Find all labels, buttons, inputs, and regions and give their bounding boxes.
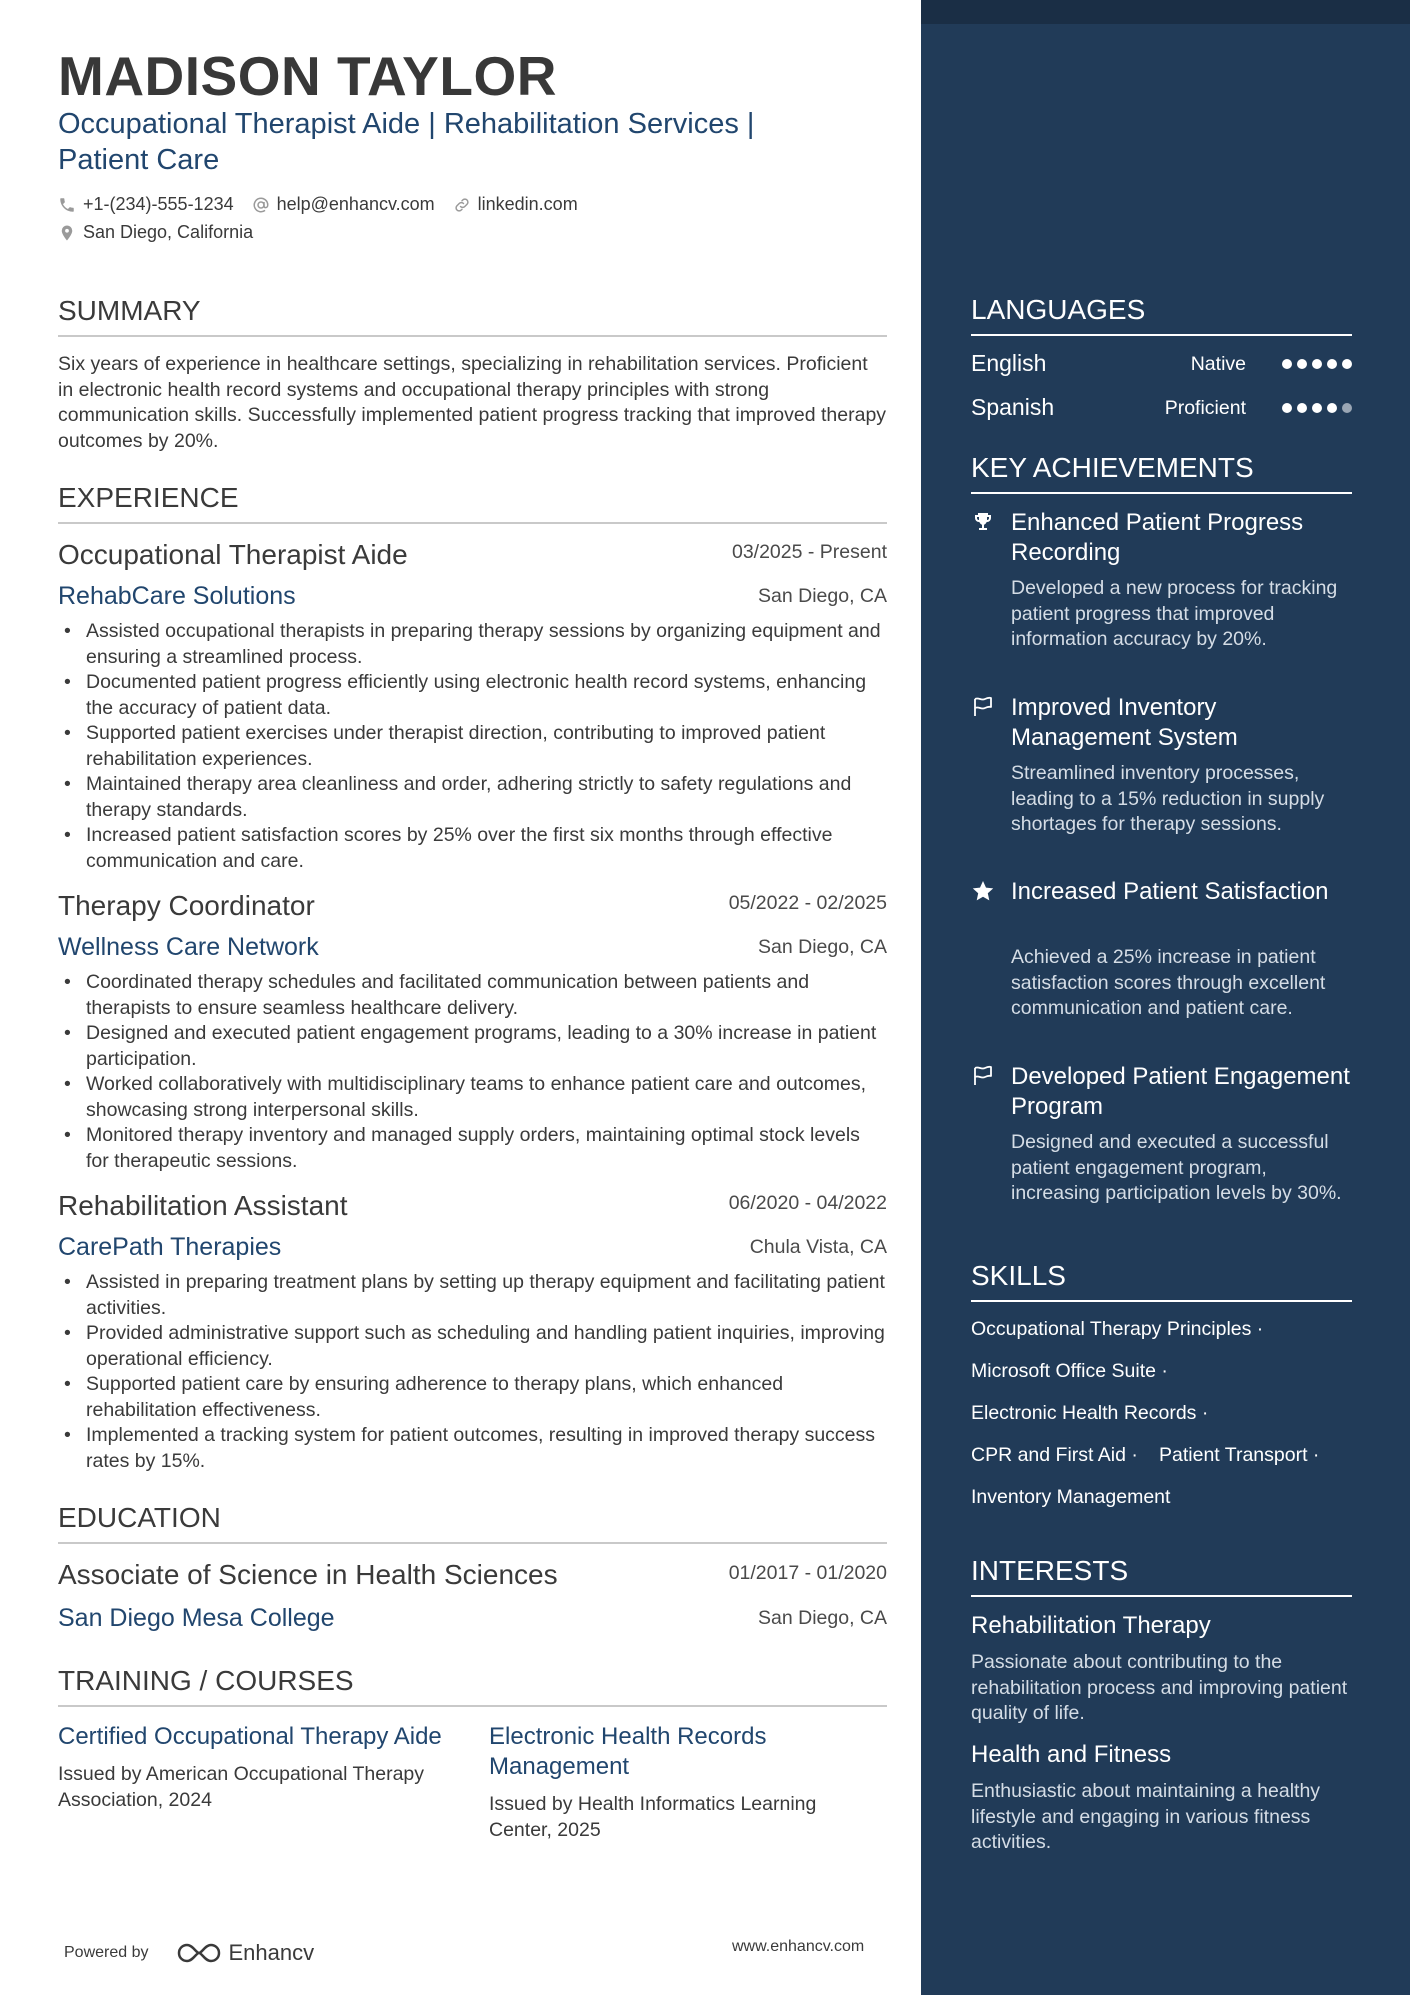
course-issuer: Issued by American Occupational Therapy Association, 2024 bbox=[58, 1763, 425, 1811]
location-row bbox=[58, 222, 271, 243]
achievement-title: Enhanced Patient Progress Recording bbox=[1011, 509, 1304, 566]
job-bullets bbox=[58, 970, 887, 1174]
achievement-desc: Achieved a 25% increase in patient satisfaction scores through excellent communication and patient care. bbox=[1011, 946, 1326, 1019]
summary-text: Six years of experience in healthcare settings, specializing in rehabilitation services. Proficient in electronic health record systems and occupational therapy principles with strong communication skills. Successfully implemented patient progress tracking that improved therapy outcomes by 20%. bbox=[58, 353, 887, 452]
achievement-title: Improved Inventory Management System bbox=[1011, 694, 1238, 751]
interest-desc: Enthusiastic about maintaining a healthy lifestyle and engaging in various fitness activities. bbox=[971, 1780, 1321, 1853]
proficiency-dot-filled bbox=[1342, 359, 1352, 369]
footer-url[interactable]: www.enhancv.com bbox=[732, 1938, 865, 1955]
contact-row bbox=[58, 194, 596, 215]
proficiency-dot-filled bbox=[1312, 403, 1322, 413]
sidebar-top-band bbox=[921, 0, 1410, 24]
email-contact[interactable] bbox=[252, 194, 435, 215]
trophy-icon bbox=[971, 510, 995, 534]
proficiency-dot-filled bbox=[1327, 359, 1337, 369]
course-item bbox=[489, 1722, 879, 1843]
education-location: San Diego, CA bbox=[758, 1607, 887, 1629]
candidate-name: MADISON TAYLOR bbox=[58, 45, 557, 107]
language-dots bbox=[1277, 359, 1352, 369]
enhancv-brand: Enhancv bbox=[228, 1940, 315, 1965]
bullet-item: • Assisted occupational therapists in preparing therapy sessions by organizing equipment and ensuring a streamlined process. bbox=[86, 619, 887, 670]
link-icon bbox=[453, 196, 471, 214]
job-company: Wellness Care Network bbox=[58, 933, 319, 961]
education-heading: EDUCATION bbox=[58, 1502, 887, 1544]
course-title: Electronic Health Records Management bbox=[489, 1723, 767, 1780]
email-text: help@enhancv.com bbox=[276, 194, 435, 214]
bullet-item: • Monitored therapy inventory and managed supply orders, maintaining optimal stock levels for therapeutic sessions. bbox=[86, 1123, 887, 1174]
skill-item: Inventory Management bbox=[971, 1486, 1171, 1508]
job-date: 06/2020 - 04/2022 bbox=[728, 1192, 887, 1214]
languages-heading: LANGUAGES bbox=[971, 294, 1352, 336]
skill-item: CPR and First Aid · bbox=[971, 1444, 1138, 1466]
proficiency-dot-filled bbox=[1282, 359, 1292, 369]
bullet-item: • Assisted in preparing treatment plans by setting up therapy equipment and facilitating patient activities. bbox=[86, 1270, 887, 1321]
phone-icon bbox=[58, 196, 76, 214]
language-dots bbox=[1277, 403, 1352, 413]
achievement-title: Increased Patient Satisfaction bbox=[1011, 878, 1329, 905]
star-icon bbox=[971, 879, 995, 903]
bullet-item: • Supported patient care by ensuring adherence to therapy plans, which enhanced rehabilitation effectiveness. bbox=[86, 1372, 887, 1423]
bullet-item: • Supported patient exercises under therapist direction, contributing to improved patient rehabilitation experiences. bbox=[86, 721, 887, 772]
skills-heading: SKILLS bbox=[971, 1260, 1352, 1302]
job-title: Occupational Therapist Aide bbox=[58, 539, 408, 570]
phone-text: +1-(234)-555-1234 bbox=[83, 194, 234, 214]
flag-icon bbox=[971, 1064, 995, 1088]
bullet-item: • Designed and executed patient engagement programs, leading to a 30% increase in patient participation. bbox=[86, 1021, 887, 1072]
bullet-item: • Coordinated therapy schedules and facilitated communication between patients and therapists to ensure seamless healthcare delivery. bbox=[86, 970, 887, 1021]
job-bullets bbox=[58, 1270, 887, 1474]
linkedin-text: linkedin.com bbox=[477, 194, 578, 214]
skill-item: Occupational Therapy Principles · bbox=[971, 1318, 1264, 1340]
interest-desc: Passionate about contributing to the rehabilitation process and improving patient quality of life. bbox=[971, 1651, 1348, 1724]
proficiency-dot-filled bbox=[1327, 403, 1337, 413]
achievement-desc: Developed a new process for tracking patient progress that improved information accuracy by 20%. bbox=[1011, 577, 1338, 650]
skill-item: Microsoft Office Suite · bbox=[971, 1360, 1168, 1382]
location-text: San Diego, California bbox=[83, 222, 254, 242]
proficiency-dot-empty bbox=[1342, 403, 1352, 413]
job-location: Chula Vista, CA bbox=[749, 1236, 887, 1258]
language-row bbox=[971, 394, 1352, 422]
experience-heading: EXPERIENCE bbox=[58, 482, 887, 524]
location-contact bbox=[58, 222, 253, 243]
skill-item: Electronic Health Records · bbox=[971, 1402, 1209, 1424]
job-date: 05/2022 - 02/2025 bbox=[728, 892, 887, 914]
job-location: San Diego, CA bbox=[758, 585, 887, 607]
flag-icon bbox=[971, 695, 995, 719]
job-company: RehabCare Solutions bbox=[58, 582, 296, 610]
job-company: CarePath Therapies bbox=[58, 1233, 282, 1261]
footer-branding bbox=[64, 1940, 314, 1966]
proficiency-dot-filled bbox=[1312, 359, 1322, 369]
language-level: Native bbox=[1190, 353, 1246, 375]
location-pin-icon bbox=[58, 224, 76, 242]
education-date: 01/2017 - 01/2020 bbox=[728, 1562, 887, 1584]
language-level: Proficient bbox=[1164, 397, 1246, 419]
bullet-item: • Documented patient progress efficiently using electronic health record systems, enhancing the accuracy of patient data. bbox=[86, 670, 887, 721]
enhancv-logo-icon bbox=[175, 1940, 223, 1966]
interest-title: Rehabilitation Therapy bbox=[971, 1612, 1211, 1639]
linkedin-contact[interactable] bbox=[453, 194, 578, 215]
course-issuer: Issued by Health Informatics Learning Center, 2025 bbox=[489, 1793, 817, 1841]
language-row bbox=[971, 350, 1352, 378]
job-bullets bbox=[58, 619, 887, 874]
language-name: English bbox=[971, 350, 1047, 376]
achievement-title: Developed Patient Engagement Program bbox=[1011, 1063, 1350, 1120]
title-line-2: Patient Care bbox=[58, 144, 220, 176]
degree-title: Associate of Science in Health Sciences bbox=[58, 1559, 558, 1590]
sidebar bbox=[921, 0, 1410, 1995]
bullet-item: • Implemented a tracking system for patient outcomes, resulting in improved therapy success rates by 15%. bbox=[86, 1423, 887, 1474]
bullet-item: • Increased patient satisfaction scores by 25% over the first six months through effective communication and care. bbox=[86, 823, 887, 874]
interests-heading: INTERESTS bbox=[971, 1555, 1352, 1597]
skill-item: Patient Transport · bbox=[1159, 1444, 1320, 1466]
job-title: Therapy Coordinator bbox=[58, 890, 315, 921]
phone-contact[interactable] bbox=[58, 194, 234, 215]
school-name: San Diego Mesa College bbox=[58, 1604, 335, 1632]
job-location: San Diego, CA bbox=[758, 936, 887, 958]
course-title: Certified Occupational Therapy Aide bbox=[58, 1723, 442, 1750]
title-line-1: Occupational Therapist Aide | Rehabilitation Services | bbox=[58, 108, 755, 140]
bullet-item: • Maintained therapy area cleanliness and order, adhering strictly to safety regulations and therapy standards. bbox=[86, 772, 887, 823]
training-heading: TRAINING / COURSES bbox=[58, 1665, 887, 1707]
interest-title: Health and Fitness bbox=[971, 1741, 1172, 1768]
job-date: 03/2025 - Present bbox=[731, 541, 887, 563]
achievement-desc: Designed and executed a successful patient engagement program, increasing participation levels by 30%. bbox=[1011, 1131, 1342, 1204]
candidate-title bbox=[58, 106, 858, 178]
achievement-desc: Streamlined inventory processes, leading to a 15% reduction in supply shortages for therapy sessions. bbox=[1011, 762, 1325, 835]
job-title: Rehabilitation Assistant bbox=[58, 1190, 348, 1221]
course-item bbox=[58, 1722, 448, 1813]
proficiency-dot-filled bbox=[1297, 359, 1307, 369]
proficiency-dot-filled bbox=[1282, 403, 1292, 413]
at-icon bbox=[252, 196, 270, 214]
proficiency-dot-filled bbox=[1297, 403, 1307, 413]
powered-by-label: Powered by bbox=[64, 1944, 149, 1961]
summary-heading: SUMMARY bbox=[58, 295, 887, 337]
language-name: Spanish bbox=[971, 394, 1055, 420]
achievements-heading: KEY ACHIEVEMENTS bbox=[971, 452, 1352, 494]
bullet-item: • Worked collaboratively with multidisciplinary teams to enhance patient care and outcomes, showcasing strong interpersonal skills. bbox=[86, 1072, 887, 1123]
bullet-item: • Provided administrative support such as scheduling and handling patient inquiries, improving operational efficiency. bbox=[86, 1321, 887, 1372]
